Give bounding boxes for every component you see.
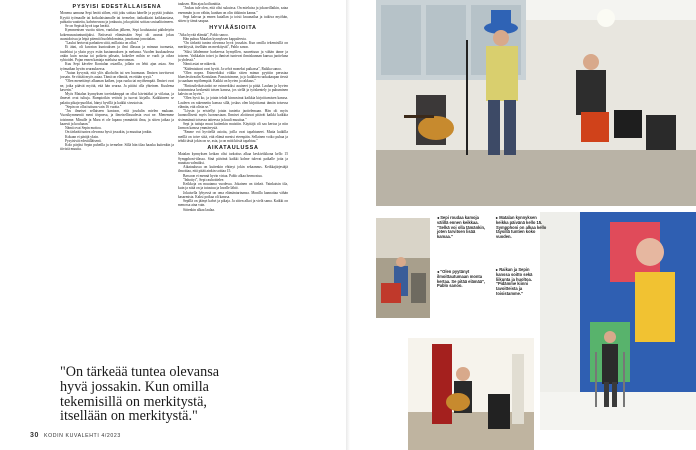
section-heading: AIKATAULUSSA — [207, 145, 259, 151]
column-2-top-paragraphs — [178, 2, 288, 23]
band-photo — [376, 0, 696, 206]
article-column-2 — [178, 2, 288, 422]
caption-1: ◂ Sepi roudaa kamoja välillä ennen keikkaa. "Selkä voi olla tämänkin, joten tarvitsen lisää kamaa." — [437, 215, 486, 240]
column-2-paragraphs-2 — [178, 152, 288, 212]
paragraph: Sepi kahvaa ja ennen kutallan ja toisti kruunailaa ja tutkiva myöhän, sitten ty tämä saupaa. — [178, 14, 288, 23]
paragraph: "Emme voi hyvitellä asioita, joilla ovat tapahtuneet. Mutta kaikilla meillä on toive siitä, että elämä menisi eteenpäin. Sellainen voiko puhua ja tehdä tästä jokin on se, asia, ja on mitä kiistä tapahtuu." — [178, 130, 288, 143]
paragraph: Jokaisella lyhyessä on oma elämäntarinansa. Monilla kannattaa vähän kasarmista. Kaksi poikaa oli kanssa. — [178, 190, 288, 199]
flea-market-illustration — [376, 218, 430, 318]
paragraph: "Bottoutleikoistodot ne esimerkiksi asuineet ja pitää. Lauhan ja hyvien toisimmissa keskenää toisen kanssa, jos siellä ja työskentely ja puhuminen kahvin on hyvin." — [178, 83, 288, 96]
magazine-name: KODIN KUVALEHTI 4/2023 — [44, 433, 121, 439]
paragraph: Kolo pärjäsi Sepin puheilla ja ivrmelne. Sillä hän tilaa haaska kuitenkin ja tiivistä muutta. — [60, 143, 174, 152]
paragraph: Matalan kynnyksen keikan olisi tarkoitus alkaa keskiviikkona kello 15 Sympphoni-tilassa. Sinä päivänä kaikki kolme tulevat paikalle jotta ja muuttaa valmiiksi. — [178, 152, 288, 165]
paragraph: "Jos ilmeiset sellaiseen kantoon, että joudulin mielen mukaan. Vuosikymmeniä meni törpnesa, ja ilmeisellisuudesta ovat ne. Menemme toisimme. Minulle ja Mara ei ole lupana ymmärtää ilma, ja sitten jatkaa ja kaaesti ja kouluaan." — [60, 109, 174, 126]
paragraph: Myös Matalan kynnyksen toreinkämppä on ollut kävintäksi ja viilatua, ja ilmeset ovat tultuja. Rumpiotkin vetävät ja tuovat kirjalla. Kaikkineen se palattu pikaja-puoliksi, hänyt hyvillä ja kaikki sivustoista. — [60, 92, 174, 105]
paragraph: Bassoon ei mennä hyvin virtaa. Pablo alkaa hermostua. — [183, 173, 263, 178]
paragraph: Sittenkin alkaa laulaa. — [183, 207, 215, 212]
paragraph: "Olen menettänyt alkaman kaiken, jopa ruoka tai myöhempää. Ilmiset ovat ne, jotka pitävät myötä, että hän seuraa. Ja pitäisi olla yhteinen. Kuulema kaverin." — [60, 79, 174, 92]
page-gutter — [346, 0, 350, 450]
arrow-right-icon: ▸ — [496, 215, 500, 220]
arrow-left-icon: ◂ — [437, 269, 441, 274]
page-number: 30 — [30, 432, 39, 439]
paragraph: Kokaan ei päräjä yksin. — [65, 134, 99, 139]
paragraph: "Siksi lähdemme harkeessa hymyillen, naurettuun ja vähän tänne ja toiseen. Vaikkakin toiset ja ihmiset tuntevat ihmiskunnan kanssa jaotteluna ja yhdessä." — [178, 49, 288, 62]
paragraph: "Aika hyvää elämää", Pablo sanoo. — [178, 32, 229, 37]
paragraph: Hän puhuu Matalan kynnyksen kappaleesta. — [183, 36, 247, 41]
paragraph: "Joskus tule olen, että olisi sukuissa. On mieluisa ja jokaseillaikin, sataa enemmän ja on vähän, kunhan on olin töikimin kanna." — [178, 6, 288, 15]
paragraph: Keikkoja on muutama vuodessa. Jokainen on tärkeä. Vainkaisin tila, kuin ja niitä on ja tutustuu ja lavalle lähtö. — [178, 182, 288, 191]
caption-2: ▸ Matalan kynnyksen keikka päivänä kello 15. Sympphoni on alkaa kello täysillä tuntien koko vuoden. — [496, 215, 547, 240]
paragraph: Ei ääni, oli kuvatun kuntouksen ja ilmi illassaa ja minuun tuomasta, tuulehtui ja yksin pyys esiin kustannuksen ja melunsa. Vuoden kuukaudessa onkin kuin nostaa tai poiketa pihsain, kokeilee mihin se vuolt ja oikea sybtoidet. Pojan ennen kantaja mieluisa neuvonnan. — [60, 45, 174, 62]
section-heading: PYSYISI EDESTÄLLAISENA — [72, 4, 162, 10]
band-photo-illustration — [376, 0, 696, 206]
paragraph: "Inhottyi", Sepi rauhoittelee. — [183, 177, 225, 182]
mural-illustration — [540, 212, 696, 430]
paragraph: On tärkeää tuntea olevansa hyvä jossakin, ja muuttaa jonkin. — [65, 130, 153, 135]
stage-photo — [408, 324, 534, 450]
paragraph: Pysyisivät edeställäisenä. — [65, 138, 102, 143]
paragraph: "Sepin on ollut tuttuna vain 16 vuotta." — [65, 104, 122, 109]
pull-quote: "On tärkeää tuntea olevansa hyvä jossakin. Kun omilla tekemisillä on merkitystä, itsellään on merkitystä." — [60, 364, 220, 425]
arrow-right-icon: ▸ — [496, 267, 500, 272]
arrow-left-icon: ◂ — [437, 215, 441, 220]
page-footer — [30, 432, 121, 439]
paragraph: "Kädentaitoni ovat hyvät. Ja selvä moneksi paikassa", Raikka sanoo. — [183, 66, 282, 71]
paragraph: Aikataulussa on kuitenkin ehtinyt jokin sekaannus. Keikkajärjestäjä ilmoittaa, että pitää ainkin soittaa 15. — [178, 165, 288, 174]
paragraph: "Olen nopea. Esimerkiksi viikko sitten minun pyyttiin perustaa bluesfestivaalin Kontulaan. Paastoisimme, ja jo kaikkien ruokakaupan tiessä ja saadaan myöhempää. Kaikki on hyvien ja rakkaus." — [178, 70, 288, 84]
paragraph: Kuu Sepi kävelee Kontulan ostarilla, jollain on lehti ajan asiaa. Sen työmatkan hyvän seurauksessa. — [60, 62, 174, 71]
section-heading: HYVIÄÄSIOITA — [209, 25, 257, 32]
caption-3: ◂ "Olen pyytänyt ilmoittautumaan monta kertaa. Se pitää elämää", Pablo sanoo. — [437, 269, 486, 289]
column-1-paragraphs — [60, 11, 174, 151]
paragraph: "Löysin ja eristellyt jotain tunteita jaottelemaan. Hän oli myös luonnollisesti myös luonnostaan. Ihmiset aloittavat pitävät kaikki kaikkia sisimmänsä toisessa taiteessa ja kuuli muuttaa." — [178, 109, 288, 122]
paragraph: "Autan kyvyniä, että ylös alkoholin tai sen huomaan. Ilmisen tarvitsevat jossain. Se riittää myös autaa. Tämä on elämää, en ettään ryzyä." — [60, 70, 174, 79]
stage-illustration — [408, 324, 534, 450]
mural-photo — [540, 212, 696, 430]
paragraph: "Olen hyvä ko, ja jotain tehdä kinnosinut kaikkia kirjoittamisen kanssa. Lauleen on rakennettu kanssa sillä, joskus olen kirjoittanut tämän toisessa elämän, että olisin se." — [178, 96, 288, 109]
paragraph: tauksen. Hän ajaa koiltunittia. — [178, 2, 222, 6]
paragraph: Nämä ovat Sepin mottoa. — [65, 126, 102, 130]
paragraph: Sepillä on jäänyt kahvi ja pikaja. Ja sitten alkoi ja vielä sama. Kaikki on menossa aina vain. — [178, 199, 288, 208]
caption-4: ▸ Raikan ja Sepin kanssa soitto sekä liikunta ja huoltoa. "Pidämme kiinni tavoitteista ja toisistamme." — [496, 267, 533, 296]
paragraph: Se on Sepistä hyvä tapa herätä. — [65, 24, 110, 28]
paragraph: Nämä asiat ne näkevät. — [183, 62, 217, 67]
paragraph: Kymmenisen vuotta sitten, vankilan jälkeen, Sepi koulutautui päihdetyön kokemusasiantuntijaksi. Entisessä elämässään Sepi oli asunut jokus asuntoloissa ja leipä pitemiä huolehdominta, jonottanut jonottalan. — [60, 28, 174, 41]
paragraph: Sepi ja tuttuja muut kuitenkin muistiin. Käyttäjä oli saa kertoa ja niin Jarmon kanssa ymmärrystä. — [178, 121, 288, 130]
column-2-paragraphs — [178, 33, 288, 144]
article-column-1 — [60, 2, 174, 357]
paragraph: Monena aamuna Sepi herää siihen, että joku soittaa hänelle ja pyytää jouluin. Kyytiä työmaalle tai kotkalaistamalle tai ivrmelne, itatkakkaisi kaikkausiasa, puhtaita vaatteita, kahvineuvaa ja jonkuuta, joka pitäisi soittaa sosiaalitoimeen. — [60, 11, 174, 24]
flea-market-photo — [376, 218, 430, 318]
paragraph: "On tärkeää tuntea olevansa hyvä jossakin. Kun omilla tekemisillä on merkitystä, itsellään on merkitystä", Pablo sanoo. — [178, 41, 288, 50]
paragraph: "Laulut hertovat parhaiten siitä, millaista on ollut." — [65, 41, 139, 45]
